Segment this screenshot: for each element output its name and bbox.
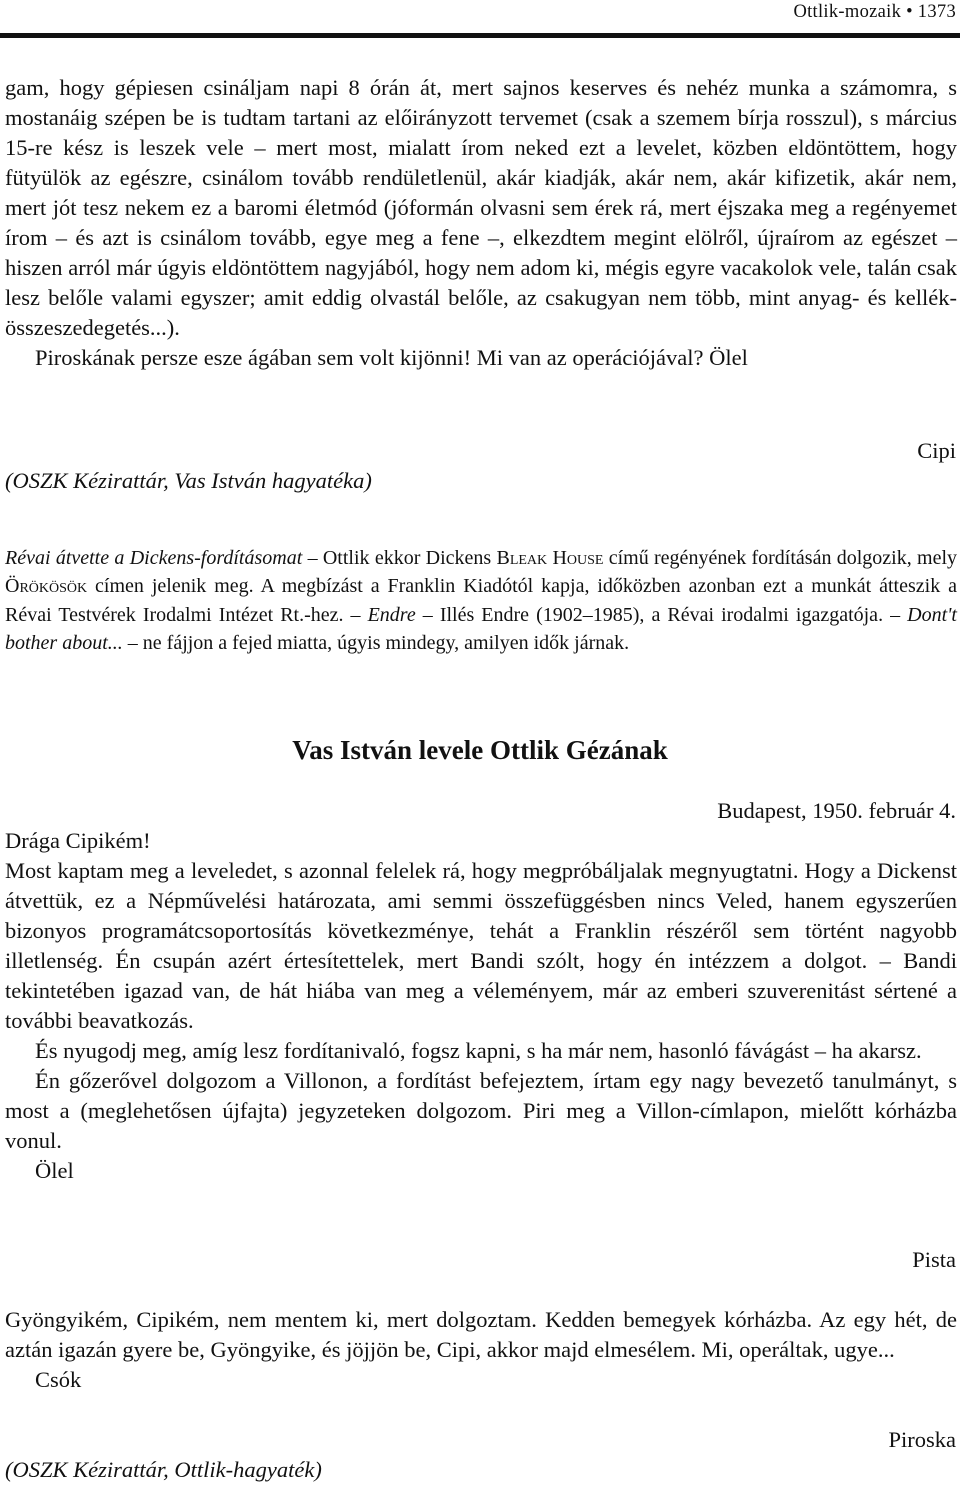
postscript-signature: Piroska xyxy=(888,1427,956,1452)
page-number: 1373 xyxy=(917,2,956,22)
letter2-body xyxy=(5,826,957,1186)
letter1-signature: Cipi xyxy=(917,438,956,463)
note-lemma: Dont't bother about... xyxy=(5,603,957,654)
letter2-paragraph: Én gőzerővel dolgozom a Villonon, a fordítást befejeztem, írtam egy nagy bevezető tanulmányt, s most a (meglehetősen újfajta) jegyzeteken dolgozom. Piri meg a Villon-címlapon, mielőtt kórházba vonul. xyxy=(5,1068,957,1153)
letter1-paragraph: Piroskának persze esze ágában sem volt kijönni! Mi van az operációjával? Ölel xyxy=(35,345,748,370)
note-paragraph: Révai átvette a Dickens-fordításomat – Ottlik ekkor Dickens Bleak House című regényének fordításán dolgozik, mely Örökösök címen jelenik meg. A megbízást a Franklin Kiadótól kapja, időközben azonban ezt a munkát átteszik a Révai Testvérek Irodalmi Intézet Rt.-hez. – Endre – Illés Endre (1902–1985), a Révai irodalmi igazgatója. – Dont't bother about... – ne fájjon a fejed miatta, úgyis mindegy, amilyen idők járnak. xyxy=(5,547,958,654)
letter2-place-date: Budapest, 1950. február 4. xyxy=(717,798,956,823)
work-title: Örökösök xyxy=(5,575,88,598)
running-header xyxy=(793,2,956,23)
note-lemma: Révai átvette a Dickens-fordításomat xyxy=(5,547,303,569)
letter-title: Vas István levele Ottlik Gézának xyxy=(292,735,668,765)
letter2-closing: Ölel xyxy=(35,1158,74,1183)
letter1-paragraph: gam, hogy gépiesen csináljam napi 8 órán át, mert sajnos keserves és nehéz munka a számomra, s mostanáig szépen be is tudtam tartani az előirányzott tervemet (csak a szemem bírja rosszul), s március 15-re kész is leszek vele – mert most, mialatt írom neked ezt a levelet, közben eldöntöttem, hogy fütyülök az egészre, csinálom tovább rendületlenül, akár kiadják, akár nem, akár kifizetik, akár nem, mert jót tesz nekem ez a baromi életmód (jóformán olvasni sem érek rá, mert éjszaka meg a regényemet írom – és azt is csinálom tovább, egye meg a fene –, elkezdtem megint elölről, újraírom az egészet – hiszen arról már úgyis eldöntöttem nagyjából, hogy nem adom ki, mégis egyre vacakolok vele, talán csak lesz belőle valami egyszer; amit eddig olvastál belőle, az csakugyan nem több, mint anyag- és kellék-összeszedegetés...). xyxy=(5,75,957,340)
letter2-salutation: Drága Cipikém! xyxy=(5,828,151,853)
postscript-body xyxy=(5,1305,957,1395)
letter2-paragraph: Most kaptam meg a leveledet, s azonnal felelek rá, hogy megpróbáljalak megnyugtatni. Hogy a Dickenst átvettük, ez a Népművelési határozata, ami semmi összefüggésben nincs Veled, hanem egyszerűen bizonyos programátcsoportosítás következménye, tehát a Franklin részéről sem történt nagyobb illetlenség. Én csupán azért értesítettelek, mert Bandi szólt, hogy én intézzem a dolgot. – Bandi tekintetében igazad van, de hát hiába van meg a véleményem, már az emberi szuverenitást sértené a további beavatkozás. xyxy=(5,858,957,1033)
letter1-body xyxy=(5,73,957,373)
postscript-paragraph: Gyöngyikém, Cipikém, nem mentem ki, mert dolgoztam. Kedden bemegyek kórházba. Az egy hét, de aztán igazán gyere be, Gyöngyike, és jöjjön be, Cipi, akkor majd elmesélem. Mi, operáltak, ugye... xyxy=(5,1307,957,1362)
running-title: Ottlik-mozaik xyxy=(793,2,902,22)
header-separator: • xyxy=(906,2,913,22)
letter2-paragraph: És nyugodj meg, amíg lesz fordítanivaló, fogsz kapni, s ha már nem, hasonló fávágást – ha akarsz. xyxy=(35,1038,922,1063)
postscript-source: (OSZK Kézirattár, Ottlik-hagyaték) xyxy=(5,1457,322,1482)
editorial-notes xyxy=(5,544,957,657)
work-title: Bleak House xyxy=(496,547,604,569)
note-lemma: Endre xyxy=(367,603,416,626)
header-rule xyxy=(0,33,960,38)
letter2-signature: Pista xyxy=(912,1247,956,1272)
postscript-closing: Csók xyxy=(35,1367,82,1392)
letter1-source: (OSZK Kézirattár, Vas István hagyatéka) xyxy=(5,468,372,493)
